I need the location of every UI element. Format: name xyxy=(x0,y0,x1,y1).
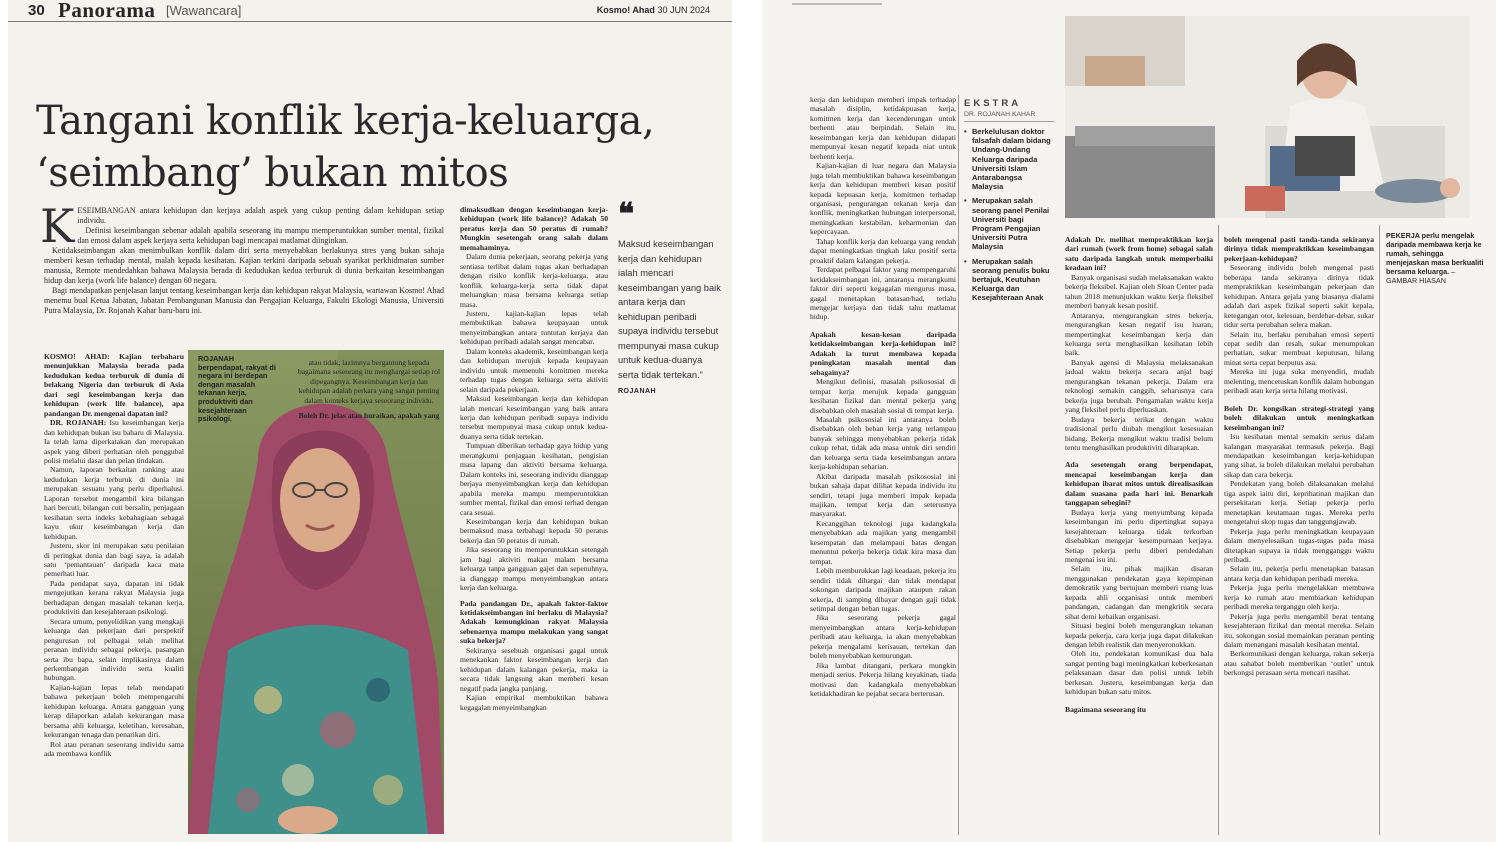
ekstra-list xyxy=(964,127,1054,303)
right-article-column-2 xyxy=(1065,235,1213,835)
body-paragraph: Jika seseorang itu memperuntukkan setengah jam bagi aktiviti makan malam bersama keluarga tanpa gangguan gajet dan sepenuhnya, ia dianggap mampu menyeimbangkan antara kerja dan keluarga. xyxy=(460,545,608,593)
body-paragraph: Rol atau peranan seseorang individu sama ada membawa konflik xyxy=(44,739,184,759)
ekstra-title: EKSTRA xyxy=(964,98,1022,109)
body-paragraph: Namun, laporan berkaitan ranking atau kedudukan kerja terburuk di dunia ini merupakan sesuatu yang perlu diperhalusi. Laporan tersebut mengambil kira bilangan hari bercuti, bilangan cuti bersalin, penjagaan kesihatan serta indeks kebahagiaan sebagai kayu ukur keseimbangan kerja dan kehidupan. xyxy=(44,465,184,541)
drop-cap: K xyxy=(40,199,75,253)
article-column-1 xyxy=(44,352,184,836)
body-paragraph: Budaya bekerja terikat dengan waktu tradisional perlu diubah mengikut kesesuaian bidang. Bekerja mengikut waktu tradisi belum tentu menghasilkan produktiviti diharapkan. xyxy=(1065,414,1213,452)
article-intro xyxy=(40,199,444,316)
article-headline xyxy=(36,95,726,199)
ekstra-item: • Merupakan salah seorang panel Penilai Universiti bagi Program Pengajian Universiti Putra Malaysia xyxy=(964,196,1054,251)
body-paragraph: Antaranya, mengurangkan stres bekerja, mengurangkan kesan negatif isu luaran, mempertingkat keseimbangan kerja dan keluarga serta menghasilkan kesihatan lebih baik. xyxy=(1065,310,1213,358)
interview-question: Pada pandangan Dr., apakah faktor-faktor ketidakseimbangan ini berlaku di Malaysia? Adakah kemungkinan rakyat Malaysia sebenarnya mampu melakukan yang sangat suka bekerja? xyxy=(460,598,608,646)
headline-line1: Tangani konflik kerja-keluarga, xyxy=(36,98,655,144)
body-paragraph: Akibat daripada masalah psikososial ini bukan sahaja dapat dilihat kepada individu itu sendiri, tetapi juga memberi impak kepada majikan, tempat kerja dan seterusnya masyarakat. xyxy=(810,471,956,519)
body-paragraph: Lebih memburukkan lagi keadaan, pekerja itu sendiri tidak dihargai dan tidak mendapat sokongan daripada majikan ataupun rakan sekerja, di samping dibayar dengan gaji tidak setimpal dengan beban tugas. xyxy=(810,566,956,614)
body-paragraph: Berkomunikasi dengan keluarga, rakan sekerja atau sahabat boleh memberikan ‘outlet’ untuk berkongsi perasaan serta mencari nasihat. xyxy=(1224,649,1374,678)
photo-credit: – GAMBAR HIASAN xyxy=(1386,267,1456,285)
interview-question: KOSMO! AHAD: Kajian terbaharu menunjukkan Malaysia berada pada kedudukan kedua terburuk di dunia di belakang Nigeria dan terburuk di Asia dari segi keseimbangan kerja dan kehidupan (work life balance), apa pandangan Dr. mengenai dapatan ini? xyxy=(44,352,184,418)
body-paragraph: Maksud keseimbangan kerja dan kehidupan ialah mencari keseimbangan yang baik antara kerja dan kehidupan peribadi supaya individu tersebut mempunyai masa cukup untuk kedua-duanya serta tidak tertekan. xyxy=(460,394,608,441)
body-paragraph: Mereka ini juga suka menyendiri, mudah melenting, mencetuskan konflik dalam hubungan peribadi atau kerja serta hilang motivasi. xyxy=(1224,367,1374,396)
ekstra-item: • Berkelulusan doktor falsafah dalam bidang Undang-Undang Keluarga daripada Universiti Islam Antarabangsa Malaysia xyxy=(964,127,1054,191)
pull-quote xyxy=(618,197,723,475)
body-paragraph: Selain itu, pihak majikan disaran menggunakan pendekatan gaya kepimpinan demokratik yang bertujuan memberi ruang luas kepada ahli organisasi untuk memberi pandangan, cadangan dan mengkritik secara sihat demi kebaikan organisasi. xyxy=(1065,564,1213,621)
publication-name: Kosmo! Ahad xyxy=(596,5,655,15)
body-paragraph: Dalam dunia pekerjaan, seorang pekerja yang sentiasa terlibat dalam tugas akan berhadapan dengan risiko konflik kerja-keluarga, atau konflik keluarga-kerja serta tidak dapat meluangkan masa bersama keluarga setiap masa. xyxy=(460,252,608,309)
body-paragraph: Pekerja juga perlu mengelakkan membawa kerja ke rumah atau membiarkan kehidupan peribadi mereka terganggu oleh kerja. xyxy=(1224,583,1374,612)
interview-question: Bagaimana seseorang itu xyxy=(1065,704,1147,714)
answer-speaker: DR. ROJANAH: xyxy=(50,418,107,428)
body-paragraph: kerja dan kehidupan memberi impak terhadap masalah disiplin, ketidakpuasan kerja, komitmen kerja dan kecenderungan untuk berhenti atau berpindah. Selain itu, keseimbangan kerja dan kehidupan didapati mempunyai kesan negatif kepada niat untuk berhenti kerja. xyxy=(810,95,956,161)
right-article-column-1 xyxy=(810,95,956,835)
quote-mark-icon: ❝ xyxy=(618,197,635,232)
interview-question: Ada sesetengah orang berpendapat, mencapai keseimbangan kerja dan kehidupan ibarat mitos untuk direalisasikan dalam suasana pada hari ini. Benarkah tanggapan sebegini? xyxy=(1065,460,1213,508)
body-paragraph: Sekiranya sesebuah organisasi gagal untuk menekankan faktor keseimbangan kerja dan kehidupan dalam kalangan pekerja, maka ia secara tidak langsung akan memberi kesan negatif pada jangka panjang. xyxy=(460,645,608,693)
body-paragraph: Selain itu, berlaku perubahan emosi seperti cepat sedih dan resah, sukar menumpukan perhatian, sukar membuat keputusan, hilang minat serta cepat berputus asa. xyxy=(1224,329,1374,367)
body-paragraph: Tumpuan diberikan terhadap gaya hidup yang merangkumi penjagaan kesihatan, pengisian masa lapang dan aktiviti bersama keluarga. Dalam konteks ini, seseorang individu dianggap berjaya menyeimbangkan kerja dan kehidupan apabila mereka mampu memperuntukkan sumber mental, fizikal dan emosi terhad dengan cara sesuai. xyxy=(460,441,608,517)
page-masthead xyxy=(8,0,732,22)
intro-paragraph: Ketidakseimbangan akan menimbulkan konflik dalam diri serta menyebabkan berlakunya stres yang bukan sahaja memberi kesan terhadap mental, malah kepada kesihatan. Kajian terkini daripada sebuah syarikat perkhidmatan sumber manusia, Remote mendedahkan bahawa Malaysia berada di kedudukan kedua terburuk di dunia berkaitan keseimbangan hidup dan kerja (work life balance) dengan 60 negara. xyxy=(44,246,444,285)
intro-paragraph: ESEIMBANGAN antara kehidupan dan kerjaya adalah aspek yang cukup penting dalam kehidupan setiap individu. xyxy=(77,206,444,225)
ekstra-item: • Merupakan salah seorang penulis buku bertajuk, Keutuhan Keluarga dan Kesejahteraan Anak xyxy=(964,257,1054,303)
body-paragraph: Kecanggihan teknologi juga kadangkala menyebabkan ada majikan yang mengambil kesempatan dan melampaui batas dengan menuntut pekerja bekerja tidak kira masa dan tempat. xyxy=(810,518,956,566)
portrait-caption: ROJANAH berpendapat, rakyat di negara ini berdepan dengan masalah tekanan kerja, produktiviti dan kesejahteraan psikologi. xyxy=(198,354,276,424)
interview-question: Adakah Dr. melihat mempraktikkan kerja dari rumah (work from home) sebagai salah satu daripada langkah untuk memperbaiki keadaan ini? xyxy=(1065,235,1213,273)
body-paragraph: Budaya kerja yang menyumbang kepada keseimbangan ini perlu dipertingkat supaya kesejahteraan keluarga tidak terkorban disebabkan mengejar kesempurnaan kerjaya. Setiap pekerja perlu diberi pendedahan mengenai isu ini. xyxy=(1065,507,1213,564)
interview-question: boleh mengenal pasti tanda-tanda sekiranya dirinya tidak mempraktikkan keseimbangan pekerjaan-kehidupan? xyxy=(1224,235,1374,263)
subsection-title: [Wawancara] xyxy=(166,3,242,18)
section-title: Panorama xyxy=(58,0,156,22)
body-paragraph: Masalah psikososial ini antaranya boleh disebabkan oleh beban kerja yang terlampau banyak sehingga menyebabkan pekerja tidak cukup rehat, tidak ada masa untuk diri sendiri dan keluarga serta tiada keseimbangan antara kerja-kehidupan seharian. xyxy=(810,414,956,472)
body-paragraph: Mengikut definisi, masalah psikososial di tempat kerja merujuk kepada gangguan kesihatan fizikal dan mental pekerja yang disebabkan oleh masalah sosial di tempat kerja. xyxy=(810,377,956,415)
interview-question: Apakah kesan-kesan daripada ketidakseimbangan kerja-kehidupan ini? Adakah ia turut membawa kepada peningkatan masalah mental dan sebagainya? xyxy=(810,329,956,377)
body-paragraph: Oleh itu, pendekatan komunikasi dua hala sangat penting bagi meningkatkan keberkesanan pelaksanaan dasar dan polisi untuk lebih berkesan. Justeru, keseimbangan kerja dan kehidupan bukan satu mitos. xyxy=(1065,649,1213,697)
portrait-side-text xyxy=(294,358,444,420)
body-paragraph: Tahap konflik kerja dan keluarga yang rendah dapat meningkatkan tingkah laku positif serta proaktif dalam kalangan pekerja. xyxy=(810,236,956,265)
intro-paragraph: Definisi keseimbangan sebenar adalah apabila seseorang itu mampu memperuntukkan sumber mental, fizikal dan emosi dalam aspek kerjaya serta kehidupan bagi mencapai matlamat diinginkan. xyxy=(77,226,444,245)
body-paragraph: Kajian-kajian lepas telah mendapati bahawa pekerjaan boleh mempengaruhi kehidupan keluarga. Antara gangguan yang kerap dilaporkan adalah kekurangan masa bersama ahli keluarga, keletihan, keresahan, kekurangan tenaga dan penarikan diri. xyxy=(44,682,184,740)
body-paragraph: Keseimbangan kerja dan kehidupan bukan bermaksud masa terbahagi kepada 50 peratus bekerja dan 50 peratus di rumah. xyxy=(460,516,608,545)
body-paragraph: Isu kesihatan mental semakin serius dalam kalangan masyarakat termasuk pekerja. Bagi mendapatkan keseimbangan kerja-kehidupan yang sihat, ia boleh dilakukan melalui perubahan sikap dan cara bekerja. xyxy=(1224,432,1374,479)
body-paragraph: Selain itu, pekerja perlu menetapkan batasan antara kerja dan kehidupan peribadi mereka. xyxy=(1224,564,1374,583)
interview-question: Boleh Dr. jelas atau huraikan, apakah yang xyxy=(298,411,440,421)
intro-paragraph: Bagi mendapatkan penjelasan lanjut tentang keseimbangan kerja dan kehidupan rakyat Malaysia, wartawan Kosmo! Ahad menemu bual Ketua Jabatan, Jabatan Pembangunan Manusia dan Pengajian Keluarga, Fakulti Ekologi Manusia, Universiti Putra Malaysia, Dr. Rojanah Kahar baru-baru ini. xyxy=(44,286,444,315)
body-paragraph: Kajian-kajian di luar negara dan Malaysia juga telah membuktikan bahawa keseimbangan kerja dan kehidupan memberi kesan positif kepada kepuasan kerja, komitmen terhadap organisasi, pengurangan tekanan kerja dan konflik, meningkatkan hubungan interpersonal, meningkatkan kestabilan, keharmonian dan kepercayaan. xyxy=(810,161,956,237)
ekstra-sidebar xyxy=(964,98,1054,303)
body-paragraph: Banyak agensi di Malaysia melaksanakan jadual waktu bekerja secara anjal bagi mengurangkan tekanan pekerja. Dalam era teknologi semakin canggih, seharusnya cara bekerja juga berubah. Pengamalan waktu kerja yang fleksibel perlu diperluaskan. xyxy=(1065,357,1213,415)
answer-text: Isu keseimbangan kerja dan kehidupan bukan isu baharu di Malaysia. Ia telah lama diperkatakan dan merupakan aspek yang diberi perhatian oleh penggubal polisi melalui dasar dan pelan tindakan. xyxy=(44,418,184,465)
pull-quote-attribution: ROJANAH xyxy=(618,388,657,395)
body-paragraph: Kajian empirikal membuktikan bahawa kegagalan menyeimbangkan xyxy=(460,693,608,712)
article-column-3 xyxy=(460,205,608,833)
body-paragraph: Jika lambat ditangani, perkara mungkin menjadi serius. Pekerja hilang keyakinan, tiada motivasi dan kadangkala menyebabkan ketidakhadiran ke pejabat secara berterusan. xyxy=(810,660,956,699)
ekstra-byline: DR. ROJANAH KAHAR xyxy=(964,111,1054,122)
body-paragraph: Pekerja juga perlu mengambil berat tentang kesejahteraan fizikal dan mental mereka. Selain itu, sokongan sosial memainkan peranan penting dalam menangani masalah kesihatan mental. xyxy=(1224,611,1374,650)
column-divider xyxy=(1379,225,1380,835)
work-from-home-illustration xyxy=(1065,16,1470,218)
body-paragraph: Pekerja juga perlu meningkatkan keupayaan dalam menyelesaikan tugas-tugas pada masa ditetapkan supaya ia tidak mengganggu waktu peribadi. xyxy=(1224,526,1374,564)
photo-caption xyxy=(1386,231,1486,285)
body-paragraph: Justeru, kajian-kajian lepas telah membuktikan bahawa keupayaan untuk menyeimbangkan antara tuntutan kerjaya dan kehidupan peribadi adalah sangat mencabar. xyxy=(460,308,608,347)
interview-answer xyxy=(44,418,184,465)
body-paragraph: Terdapat pelbagai faktor yang mempengaruhi ketidakseimbangan ini, antaranya merangkumi faktor diri seperti kegagalan mengurus masa, gagal menetapkan batasan/had, terlalu mengejar kerjaya dan tidak tahu matlamat hidup. xyxy=(810,265,956,322)
page-number: 30 xyxy=(28,2,45,19)
interview-question: dimaksudkan dengan keseimbangan kerja-kehidupan (work life balance)? Adakah 50 peratus kerja dan 50 peratus di rumah? Mungkin sesetengah orang salah dalam memahaminya. xyxy=(460,205,608,252)
issue-date: 30 JUN 2024 xyxy=(657,5,710,15)
body-paragraph: atau tidak, lazimnya bergantung kepada bagaimana seseorang itu menghargai setiap rol dipegangnya. Keseimbangan kerja dan kehidupan adalah perkara yang sangat penting dalam konteks kerjaya seseorang individu. xyxy=(297,358,441,405)
body-paragraph: Pendekatan yang boleh dilaksanakan melalui tiga aspek iaitu diri, keprihatinan majikan dan persekitaran kerja. Setiap pekerja perlu menetapkan keutamaan tugas. Mereka perlu mengetahui skop tugas dan tanggungjawab. xyxy=(1224,479,1374,527)
body-paragraph: Jika seseorang pekerja gagal menyeimbangkan antara kerja-kehidupan peribadi atau keluarga, ia akan menyebabkan pekerja mengalami kerisauan, tertekan dan boleh menyebabkan kemurungan. xyxy=(810,613,956,661)
body-paragraph: Dalam konteks akademik, keseimbangan kerja dan kehidupan merujuk kepada keupayaan individu untuk memenuhi komitmen mereka terhadap tugas dengan keluarga serta aktiviti selain daripada pekerjaan. xyxy=(460,346,608,394)
body-paragraph: Banyak organisasi sudah melaksanakan waktu bekerja fleksibel. Kajian oleh Sloan Center pada tahun 2018 menunjukkan waktu kerja fleksibel memberi banyak kesan positif. xyxy=(1065,272,1213,311)
body-paragraph: Pada pendapat saya, dapatan ini tidak mengejutkan kerana rakyat Malaysia juga berhadapan dengan masalah tekanan kerja, produktiviti dan kesejahteraan psikologi. xyxy=(44,578,184,617)
right-newspaper-page xyxy=(762,0,1496,842)
photo-caption-text: PEKERJA perlu mengelak daripada membawa kerja ke rumah, sehingga menjejaskan masa berkualiti bersama keluarga. xyxy=(1386,231,1484,276)
right-article-column-3 xyxy=(1224,235,1374,835)
pull-quote-text: Maksud keseimbangan kerja dan kehidupan ialah mencari keseimbangan yang baik antara kerja dan kehidupan peribadi supaya individu tersebut mempunyai masa cukup untuk kedua-duanya serta tidak tertekan.” xyxy=(618,239,721,380)
column-divider xyxy=(1218,225,1219,835)
column-divider xyxy=(958,95,959,835)
body-paragraph: Situasi begini boleh mengurangkan tekanan kepada pekerja, cara kerja juga dapat dilakukan dengan lebih realistik dan menyeronokkan. xyxy=(1065,621,1213,650)
publication-date xyxy=(597,5,710,15)
headline-line2: ‘seimbang’ bukan mitos xyxy=(36,150,509,196)
interview-question: Boleh Dr. kongsikan strategi-strategi yang boleh dilakukan untuk meningkatkan keseimbangan ini? xyxy=(1224,403,1374,432)
body-paragraph: Secara umum, penyelidikan yang mengkaji keluarga dan pekerjaan dari perspektif pengurusan rol pelbagai telah melihat peranan individu sebagai pekerja, pasangan serta ibu bapa, selain implikasinya dalam perkembangan individu serta kualiti hubungan. xyxy=(44,616,184,683)
body-paragraph: Seseorang individu boleh mengenal pasti beberapa tanda sekiranya dirinya tidak mempraktikkan keseimbangan pekerjaan dan kehidupan. Antara gejala yang biasanya dialami adalah dari aspek fizikal seperti sakit kepala, ketegangan otot, kelesuan, berdebar-debar, sukar tidur serta perubahan selera makan. xyxy=(1224,263,1374,330)
work-from-home-photo xyxy=(1065,16,1470,218)
left-newspaper-page xyxy=(8,0,732,842)
body-paragraph: Justeru, skor ini merupakan satu penilaian di peringkat dunia dan bagi saya, ia adalah satu ‘pemantauan’ daripada kaca mata pemerhati luar. xyxy=(44,541,184,579)
top-rule xyxy=(792,3,882,5)
